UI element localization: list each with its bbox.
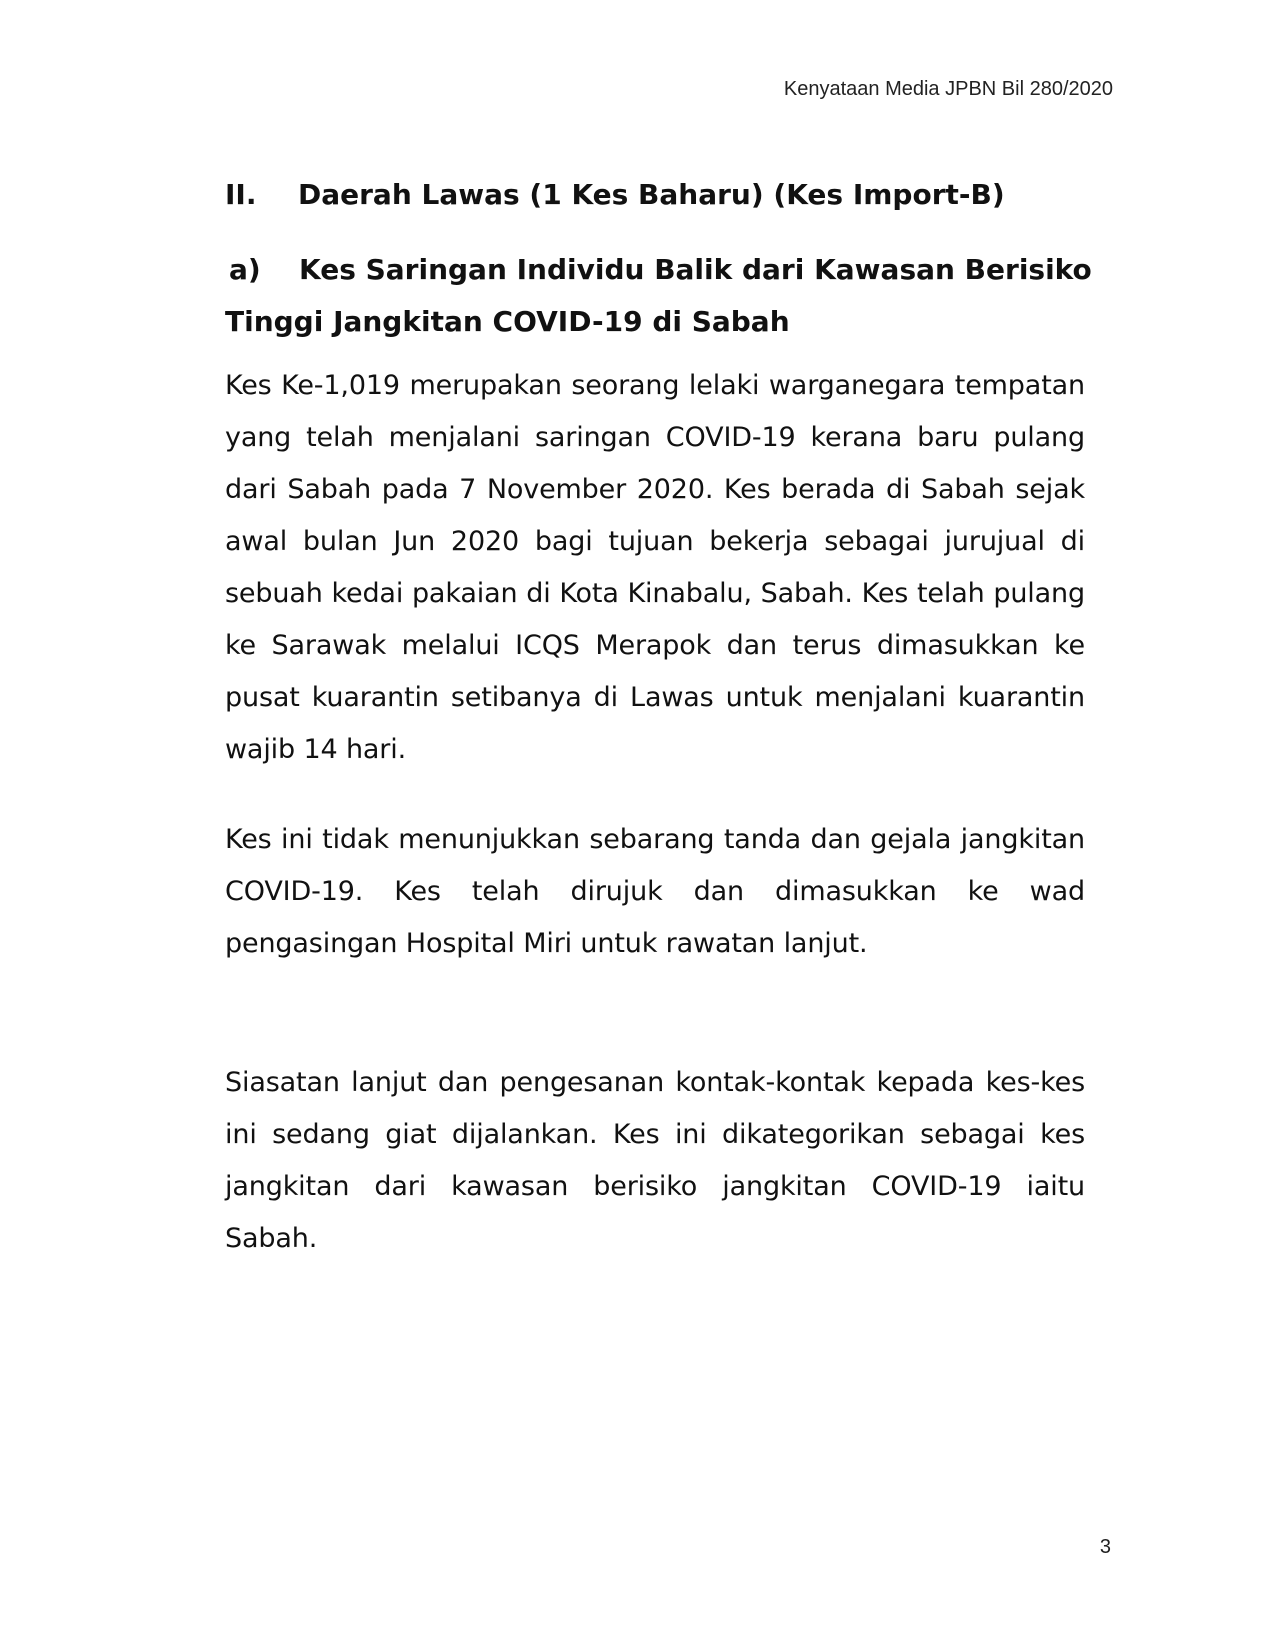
case-description-paragraph: Kes Ke-1,019 merupakan seorang lelaki warganegara tempatan yang telah menjalani saringan COVID-19 kerana baru pulang dari Sabah pada 7 November 2020. Kes berada di Sabah sejak awal bulan Jun 2020 bagi tujuan bekerja sebagai jurujual di sebuah kedai pakaian di Kota Kinabalu, Sabah. Kes telah pulang ke Sarawak melalui ICQS Merapok dan terus dimasukkan ke pusat kuarantin setibanya di Lawas untuk menjalani kuarantin wajib 14 hari.	[225, 370, 1085, 765]
subsection-heading	[225, 244, 1095, 348]
media-statement-reference: Kenyataan Media JPBN Bil 280/2020	[783, 78, 1113, 100]
symptoms-paragraph: Kes ini tidak menunjukkan sebarang tanda dan gejala jangkitan COVID-19. Kes telah dirujuk dan dimasukkan ke wad pengasingan Hospital Miri untuk rawatan lanjut.	[225, 824, 1085, 959]
section-title: Daerah Lawas (1 Kes Baharu) (Kes Import-B)	[298, 178, 1005, 211]
section-heading	[225, 175, 1005, 215]
subsection-letter: a)	[229, 253, 261, 286]
subsection-heading-line-1	[225, 244, 1095, 296]
subsection-title-line-2: Tinggi Jangkitan COVID-19 di Sabah	[225, 305, 790, 338]
subsection-title-line-1: Kes Saringan Individu Balik dari Kawasan Berisiko	[299, 253, 1092, 286]
page-number: 3	[1099, 1536, 1111, 1558]
investigation-paragraph: Siasatan lanjut dan pengesanan kontak-kontak kepada kes-kes ini sedang giat dijalankan. Kes ini dikategorikan sebagai kes jangkitan dari kawasan berisiko jangkitan COVID-19 iaitu Sabah.	[225, 1067, 1085, 1254]
section-number: II.	[225, 178, 257, 211]
